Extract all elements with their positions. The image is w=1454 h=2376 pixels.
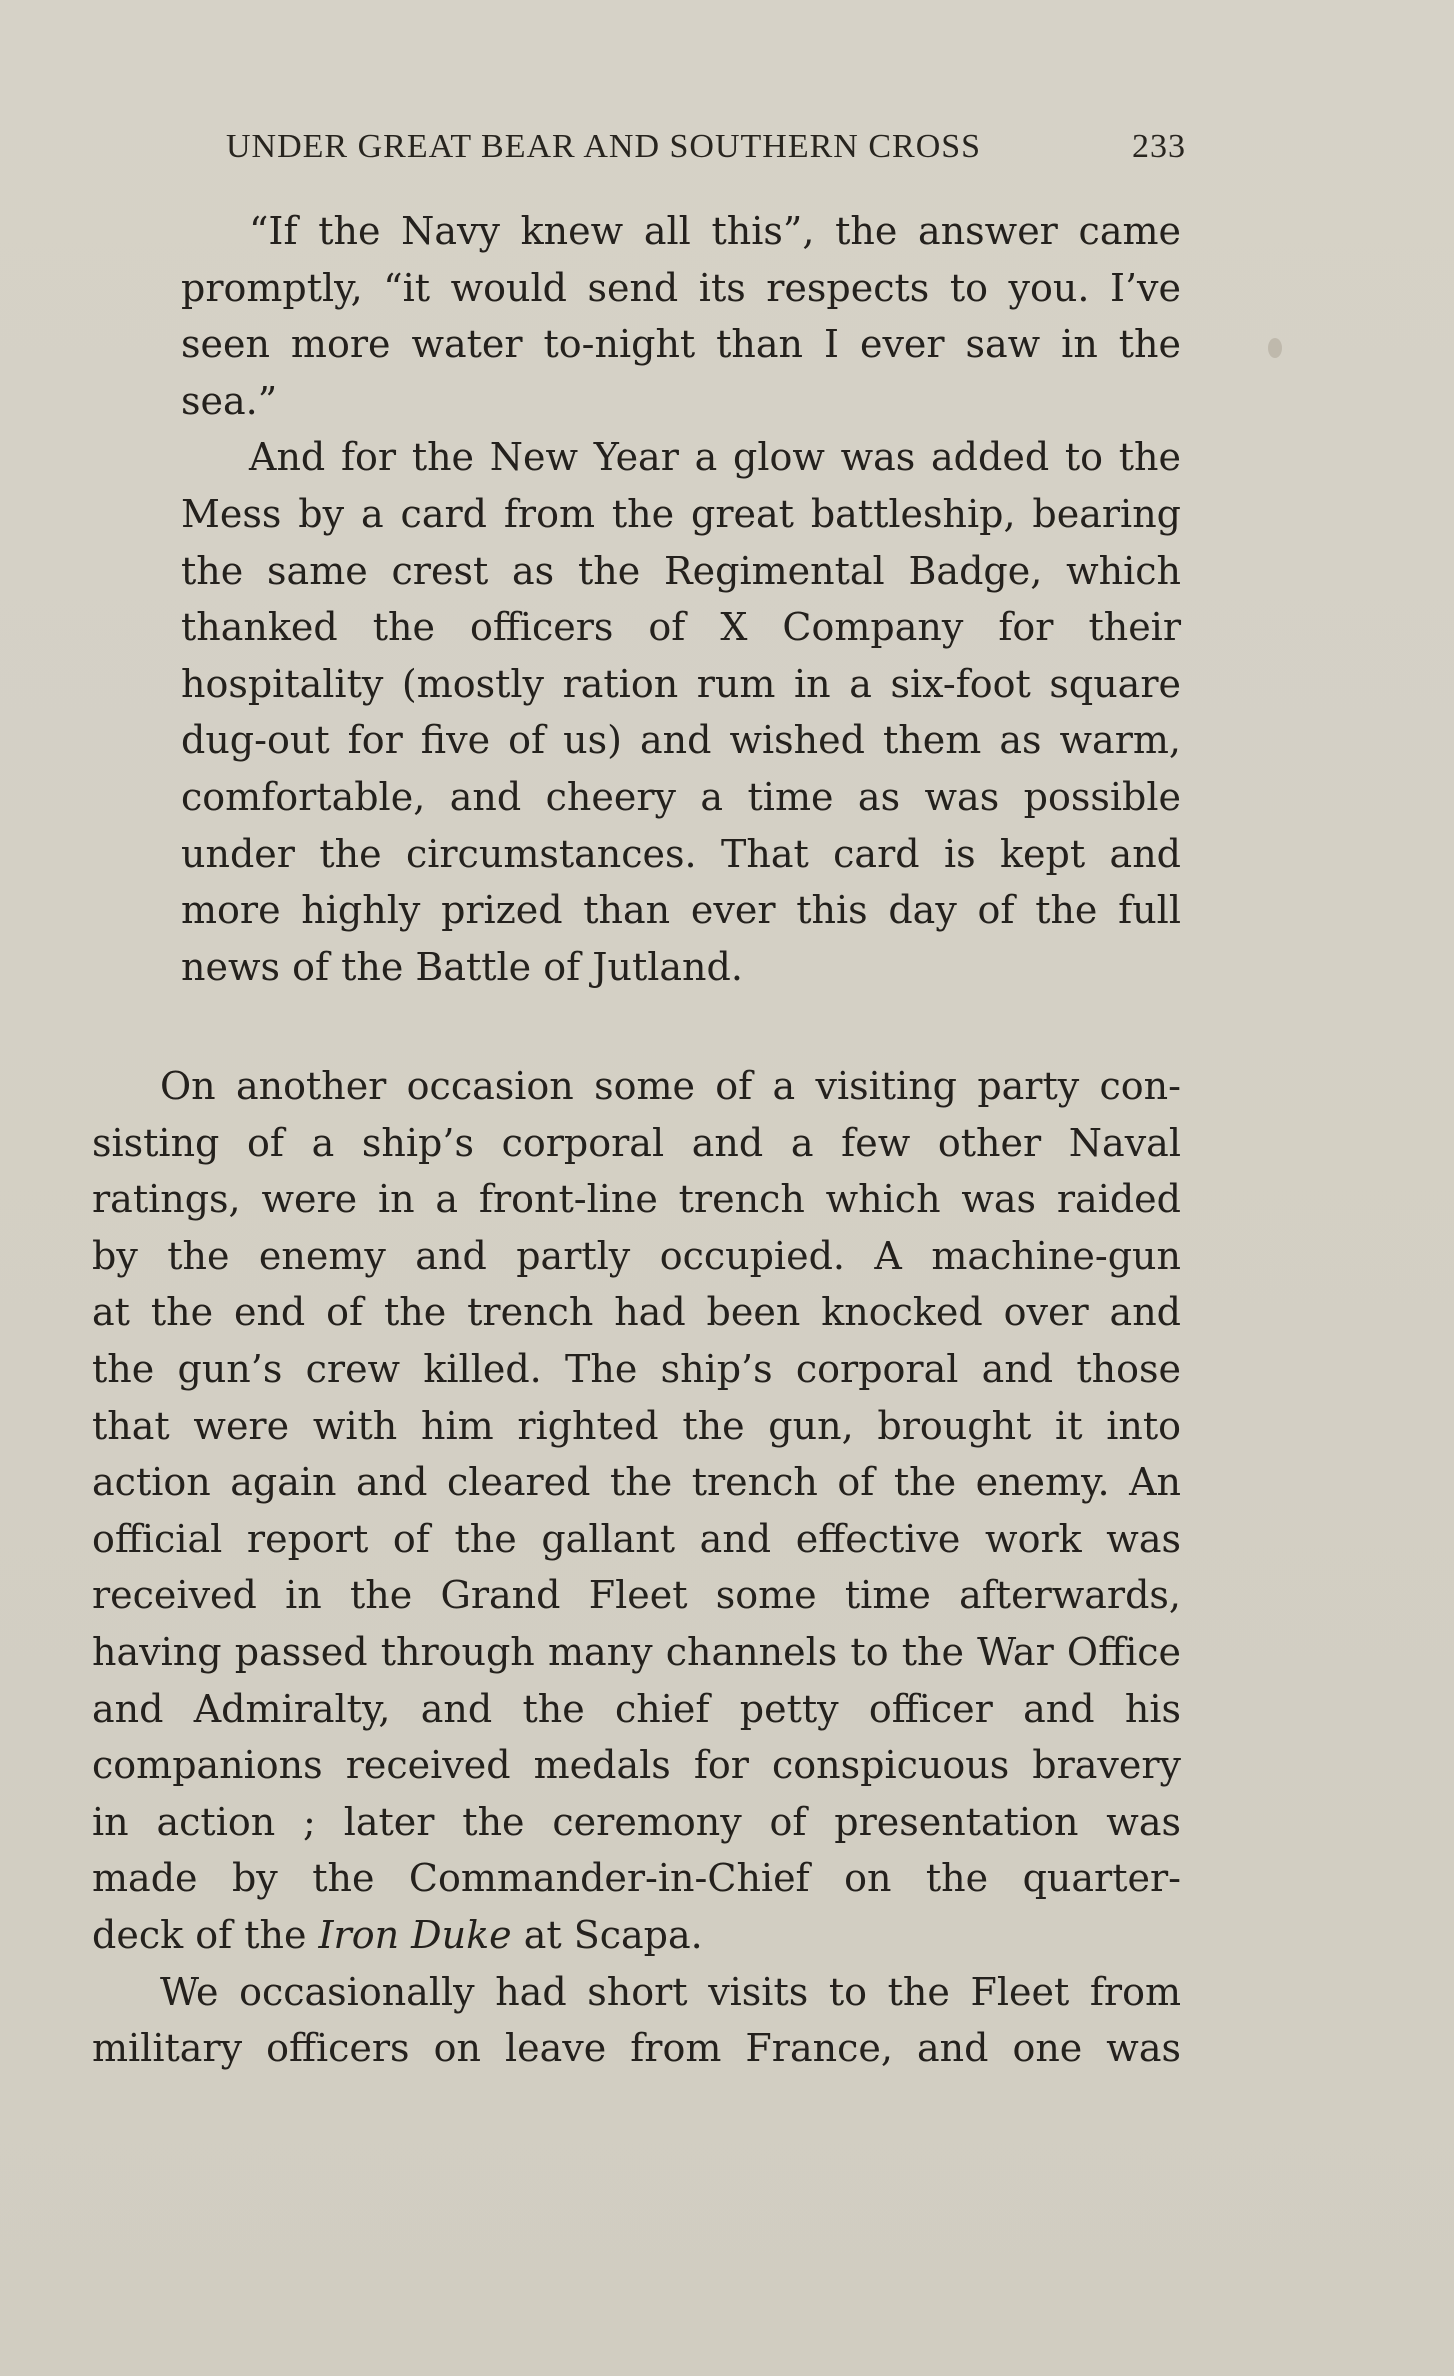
text-line: We occasionally had short visits to the Fleet from — [160, 1969, 1181, 2014]
text-line: having passed through many channels to the War Office — [92, 1629, 1181, 1674]
ship-name: Iron Duke — [318, 1912, 512, 1957]
text-line: On another occasion some of a visiting party con- — [160, 1064, 1181, 1108]
text-line: received in the Grand Fleet some time afterwards, — [92, 1573, 1181, 1618]
text-line: hospitality (mostly ration rum in a six-foot square — [181, 661, 1181, 706]
text-line: seen more water to-night than I ever saw in the — [181, 322, 1181, 367]
text-line: military officers on leave from France, and one was — [92, 2026, 1181, 2071]
text-fragment: at Scapa. — [511, 1912, 703, 1957]
text-line: at the end of the trench had been knocked over and — [92, 1290, 1181, 1335]
running-head — [226, 128, 1186, 178]
text-line: the gun’s crew killed. The ship’s corporal and those — [92, 1346, 1181, 1391]
text-line: action again and cleared the trench of the enemy. An — [92, 1460, 1181, 1505]
text-line — [92, 1907, 1181, 1964]
text-line: and Admiralty, and the chief petty officer and his — [92, 1686, 1181, 1731]
text-line: the same crest as the Regimental Badge, which — [181, 548, 1181, 593]
text-line: sea.” — [181, 378, 278, 423]
text-line: made by the Commander-in-Chief on the quarter- — [92, 1856, 1181, 1901]
text-line: sisting of a ship’s corporal and a few other Naval — [92, 1120, 1181, 1165]
running-title: UNDER GREAT BEAR AND SOUTHERN CROSS — [226, 128, 982, 165]
quote-section — [181, 203, 1181, 995]
paper-speck — [1268, 338, 1282, 358]
page-number: 233 — [1132, 128, 1186, 165]
text-line: in action ; later the ceremony of presentation was — [92, 1799, 1181, 1844]
text-fragment: deck of the — [92, 1912, 319, 1957]
text-line: companions received medals for conspicuous bravery — [92, 1743, 1181, 1788]
text-line: Mess by a card from the great battleship, bearing — [181, 491, 1181, 536]
text-line: that were with him righted the gun, brought it into — [92, 1403, 1181, 1448]
text-line: And for the New Year a glow was added to the — [249, 435, 1181, 480]
text-line: by the enemy and partly occupied. A machine-gun — [92, 1233, 1181, 1278]
text-line: under the circumstances. That card is kept and — [181, 831, 1181, 876]
text-line: more highly prized than ever this day of the full — [181, 888, 1181, 933]
text-line: “If the Navy knew all this”, the answer came — [249, 209, 1181, 253]
text-line: official report of the gallant and effective work was — [92, 1516, 1181, 1561]
text-line: thanked the officers of X Company for their — [181, 605, 1181, 650]
text-line: promptly, “it would send its respects to you. I’ve — [181, 265, 1181, 310]
text-line: news of the Battle of Jutland. — [181, 944, 743, 989]
text-line: dug-out for five of us) and wished them as warm, — [181, 718, 1181, 763]
body-section — [92, 1058, 1181, 2077]
text-line: ratings, were in a front-line trench which was raided — [92, 1177, 1181, 1222]
text-line: comfortable, and cheery a time as was possible — [181, 774, 1181, 819]
